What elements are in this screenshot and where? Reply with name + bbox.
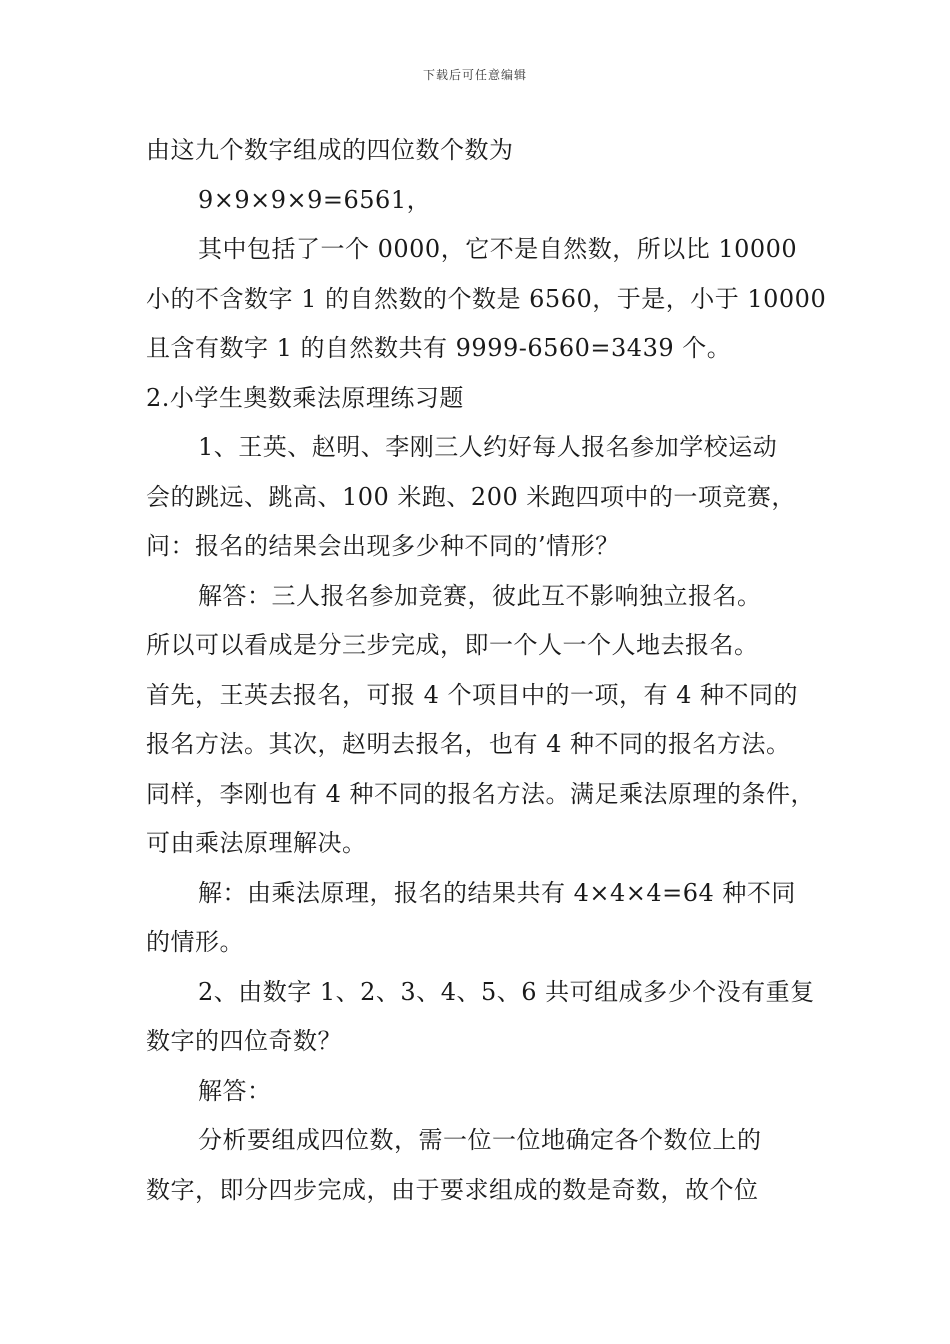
text-line-3: 其中包括了一个 0000，它不是自然数，所以比 10000 bbox=[198, 235, 798, 263]
solution-1-line-1: 解：由乘法原理，报名的结果共有 4×4×4=64 种不同 bbox=[198, 878, 796, 907]
header-note: 下载后可任意编辑 bbox=[422, 68, 527, 82]
answer-1-line-5: 同样，李刚也有 4 种不同的报名方法。满足乘法原理的条件， bbox=[146, 779, 816, 808]
text-line-4: 小的不含数字 1 的自然数的个数是 6560，于是，小于 10000 bbox=[146, 284, 827, 313]
answer-1-line-1: 解答：三人报名参加竞赛，彼此互不影响独立报名。 bbox=[198, 581, 762, 610]
solution-1-line-2: 的情形。 bbox=[146, 928, 244, 956]
answer-1-line-4: 报名方法。其次，赵明去报名，也有 4 种不同的报名方法。 bbox=[146, 730, 791, 758]
document-body bbox=[146, 126, 827, 1215]
analysis-line-1: 分析要组成四位数，需一位一位地确定各个数位上的 bbox=[198, 1126, 762, 1154]
question-1-line-3: 问：报名的结果会出现多少种不同的’情形？ bbox=[146, 532, 620, 560]
text-line-1: 由这九个数字组成的四位数个数为 bbox=[146, 136, 514, 164]
analysis-line-2: 数字，即分四步完成，由于要求组成的数是奇数，故个位 bbox=[146, 1175, 759, 1204]
question-1-line-2: 会的跳远、跳高、100 米跑、200 米跑四项中的一项竞赛， bbox=[146, 482, 796, 511]
question-2-line-1: 2、由数字 1、2、3、4、5、6 共可组成多少个没有重复 bbox=[198, 977, 815, 1006]
text-line-2: 9×9×9×9=6561， bbox=[198, 185, 432, 214]
section-heading: 2.小学生奥数乘法原理练习题 bbox=[146, 383, 464, 412]
answer-1-line-3: 首先，王英去报名，可报 4 个项目中的一项，有 4 种不同的 bbox=[146, 680, 799, 709]
answer-2-label: 解答： bbox=[198, 1076, 272, 1105]
answer-1-line-2: 所以可以看成是分三步完成，即一个人一个人地去报名。 bbox=[146, 631, 759, 659]
answer-1-line-6: 可由乘法原理解决。 bbox=[146, 829, 367, 857]
question-1-line-1: 1、王英、赵明、李刚三人约好每人报名参加学校运动 bbox=[198, 433, 778, 461]
question-2-line-2: 数字的四位奇数？ bbox=[146, 1027, 342, 1055]
text-line-5: 且含有数字 1 的自然数共有 9999-6560=3439 个。 bbox=[146, 334, 732, 362]
